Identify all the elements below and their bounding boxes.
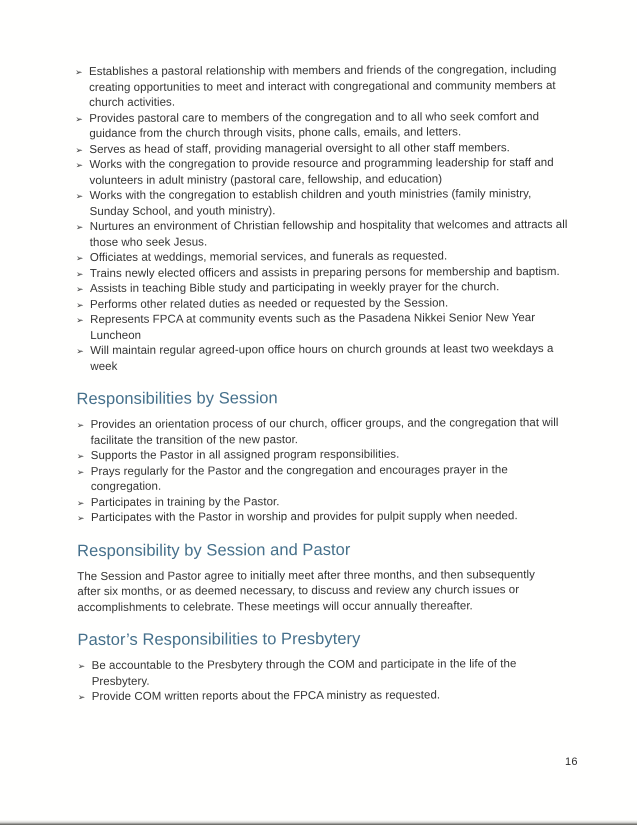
arrow-bullet-icon: ➢ <box>75 191 84 202</box>
session-pastor-paragraph: The Session and Pastor agree to initially meet after three months, and then subsequently after six months, or as deemed necessary, to discuss and review any church issues or accomplishments to celebrate. These meetings will occur annually thereafter. <box>77 568 535 614</box>
section-heading-responsibilities-by-session: Responsibilities by Session <box>76 389 278 409</box>
list-item-text: Establishes a pastoral relationship with members and friends of the congregation, including creating opportunities to meet and interact with congregational and community members at church activities. <box>89 63 557 110</box>
list-item-text: Officiates at weddings, memorial services, and funerals as requested. <box>89 250 448 265</box>
arrow-bullet-icon: ➢ <box>75 160 84 171</box>
arrow-bullet-icon: ➢ <box>75 144 83 155</box>
list-item <box>77 416 569 449</box>
arrow-bullet-icon: ➢ <box>75 222 84 233</box>
list-item-text: Works with the congregation to establish children and youth ministries (family ministry, Sunday School, and youth ministry). <box>89 188 532 218</box>
list-item-text: Be accountable to the Presbytery through the COM and participate in the life of the Presbytery. <box>91 658 517 688</box>
list-item <box>77 462 569 495</box>
arrow-bullet-icon: ➢ <box>76 346 84 357</box>
list-item-text: Nurtures an environment of Christian fellowship and hospitality that welcomes and attracts all those who seek Jesus. <box>89 218 568 249</box>
list-item-text: Participates in training by the Pastor. <box>90 495 280 509</box>
arrow-bullet-icon: ➢ <box>76 420 85 431</box>
arrow-bullet-icon: ➢ <box>76 315 84 326</box>
list-item <box>76 187 568 220</box>
list-item-text: Represents FPCA at community events such as the Pasadena Nikkei Senior New Year Luncheon <box>90 312 536 342</box>
arrow-bullet-icon: ➢ <box>75 268 84 279</box>
list-item-text: Provide COM written reports about the FPCA ministry as requested. <box>91 689 441 704</box>
list-item <box>78 657 570 690</box>
list-item-text: Supports the Pastor in all assigned program responsibilities. <box>90 448 400 463</box>
session-duties-list <box>77 416 569 527</box>
list-item <box>75 156 567 189</box>
list-item <box>76 311 568 344</box>
arrow-bullet-icon: ➢ <box>75 284 84 295</box>
list-item-text: Assists in teaching Bible study and participating in weekly prayer for the church. <box>89 281 500 296</box>
arrow-bullet-icon: ➢ <box>77 692 86 703</box>
arrow-bullet-icon: ➢ <box>76 451 85 462</box>
arrow-bullet-icon: ➢ <box>75 113 83 124</box>
section-heading-responsibility-by-session-and-pastor: Responsibility by Session and Pastor <box>77 540 351 560</box>
list-item <box>75 63 567 112</box>
pastor-duties-list <box>75 63 568 375</box>
list-item-text: Provides an orientation process of our church, officer groups, and the congregation that will facilitate the transition of the new pastor. <box>90 416 559 447</box>
arrow-bullet-icon: ➢ <box>76 299 84 310</box>
arrow-bullet-icon: ➢ <box>76 497 85 508</box>
list-item <box>77 509 569 527</box>
list-item-text: Trains newly elected officers and assists in preparing persons for membership and baptism. <box>89 265 560 280</box>
list-item-text: Participates with the Pastor in worship and provides for pulpit supply when needed. <box>90 510 518 525</box>
list-item-text: Provides pastoral care to members of the congregation and to all who seek comfort and guidance from the church through visits, phone calls, emails, and letters. <box>89 110 540 141</box>
presbytery-duties-list <box>78 657 570 706</box>
page-number: 16 <box>565 756 578 768</box>
list-item <box>76 218 568 251</box>
list-item-text: Serves as head of staff, providing managerial oversight to all other staff members. <box>89 141 510 156</box>
arrow-bullet-icon: ➢ <box>75 67 83 78</box>
arrow-bullet-icon: ➢ <box>76 466 85 477</box>
list-item <box>76 342 568 375</box>
arrow-bullet-icon: ➢ <box>76 513 85 524</box>
list-item-text: Performs other related duties as needed or requested by the Session. <box>90 296 449 311</box>
list-item-text: Will maintain regular agreed-upon office hours on church grounds at least two weekdays a week <box>90 342 554 373</box>
scan-edge-artifact <box>0 820 637 825</box>
list-item-text: Prays regularly for the Pastor and the congregation and encourages prayer in the congregation. <box>90 463 508 494</box>
page-content <box>75 63 570 706</box>
arrow-bullet-icon: ➢ <box>75 253 84 264</box>
list-item <box>75 109 567 142</box>
list-item-text: Works with the congregation to provide resource and programming leadership for staff and volunteers in adult ministry (pastoral care, fellowship, and education) <box>89 156 554 187</box>
arrow-bullet-icon: ➢ <box>77 661 86 672</box>
list-item <box>78 688 570 706</box>
section-heading-pastors-responsibilities-to-presbytery: Pastor’s Responsibilities to Presbytery <box>77 629 361 650</box>
